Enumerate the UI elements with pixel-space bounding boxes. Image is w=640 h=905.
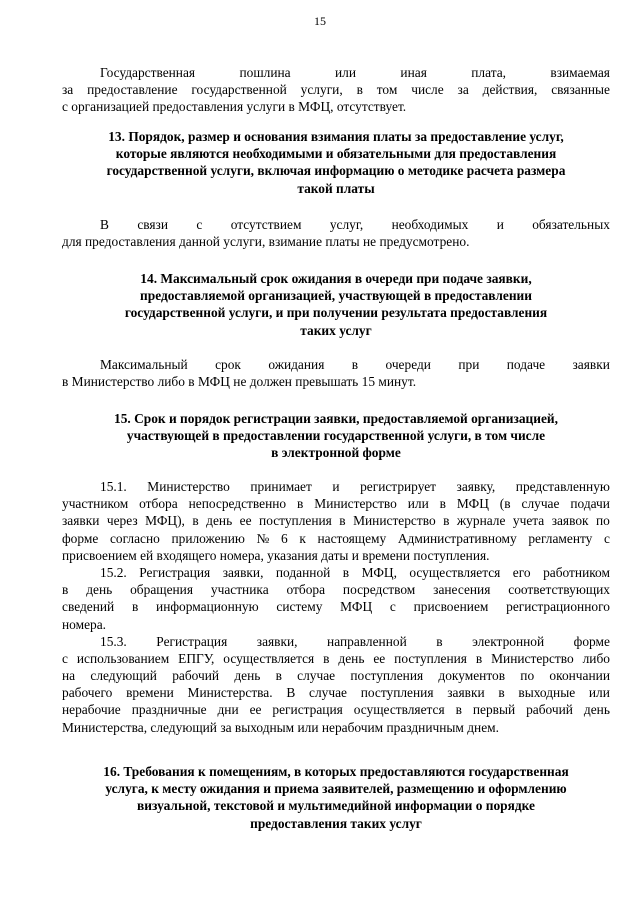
word: взимаемая bbox=[550, 65, 610, 80]
heading-line: которые являются необходимыми и обязательными для предоставления bbox=[115, 146, 557, 162]
word: присвоением bbox=[413, 599, 489, 615]
word: в bbox=[443, 513, 450, 529]
word: в bbox=[455, 702, 462, 718]
word: через bbox=[106, 513, 138, 529]
word: подачи bbox=[570, 496, 610, 512]
word: по bbox=[520, 668, 535, 684]
word: в bbox=[439, 496, 446, 512]
word: регистрирует bbox=[360, 479, 437, 494]
heading-line: 14. Максимальный срок ожидания в очереди при подаче заявки, bbox=[140, 271, 532, 286]
word: или bbox=[407, 496, 429, 512]
word: рабочего bbox=[62, 685, 113, 701]
word: иная bbox=[400, 65, 427, 80]
word: с bbox=[389, 599, 396, 615]
word: в bbox=[351, 357, 359, 372]
word: обращения bbox=[130, 582, 194, 598]
word: осуществляется bbox=[409, 564, 501, 580]
word: поступления bbox=[394, 650, 467, 666]
word: поданной bbox=[275, 564, 331, 580]
word: при bbox=[458, 357, 480, 372]
section-heading bbox=[62, 410, 610, 462]
word: в bbox=[356, 82, 363, 98]
word: заявку, bbox=[456, 479, 496, 494]
word: В bbox=[286, 685, 296, 701]
word: электронной bbox=[472, 633, 545, 649]
word: день bbox=[206, 513, 233, 529]
text-line bbox=[62, 512, 610, 529]
word: том bbox=[376, 82, 398, 98]
text-line bbox=[62, 495, 610, 512]
word: в bbox=[192, 513, 199, 529]
word: заявки bbox=[447, 685, 485, 701]
word: обязательных bbox=[532, 217, 610, 232]
word: принимает bbox=[250, 479, 312, 494]
text-line bbox=[62, 216, 610, 233]
word: или bbox=[335, 65, 357, 80]
paragraph bbox=[62, 478, 610, 736]
heading-line: 13. Порядок, размер и основания взимания платы за предоставление услуг, bbox=[108, 129, 564, 144]
word: или bbox=[588, 685, 610, 701]
text-line bbox=[62, 667, 610, 684]
text-line bbox=[62, 81, 610, 98]
word: в bbox=[275, 668, 282, 684]
word: день bbox=[234, 668, 261, 684]
word: отбора bbox=[139, 496, 178, 512]
word: день bbox=[86, 582, 113, 598]
word: ожидания bbox=[268, 357, 325, 372]
word: участника bbox=[210, 582, 269, 598]
word: в bbox=[297, 496, 304, 512]
word: ее bbox=[373, 650, 386, 666]
text-line bbox=[62, 530, 610, 547]
text-line: с организацией предоставления услуги в МФЦ, отсутствует. bbox=[62, 99, 407, 115]
word: плата, bbox=[471, 65, 507, 80]
word: поступления bbox=[259, 513, 332, 529]
word: рабочий bbox=[526, 702, 573, 718]
word: использованием bbox=[76, 650, 170, 666]
word: осуществляется bbox=[353, 702, 445, 718]
word: № bbox=[256, 530, 270, 546]
word: первый bbox=[472, 702, 516, 718]
word: его bbox=[512, 564, 531, 580]
word: Государственная bbox=[100, 65, 196, 80]
word: МФЦ, bbox=[361, 564, 397, 580]
word: сведений bbox=[62, 599, 115, 615]
word: 15.1. bbox=[100, 479, 127, 494]
heading-line: такой платы bbox=[297, 180, 375, 196]
word: участником bbox=[62, 496, 129, 512]
word: учета bbox=[512, 513, 545, 529]
word: Административному bbox=[397, 530, 517, 546]
word: отсутствием bbox=[230, 217, 302, 232]
text-line: Министерства, следующий за выходным или нерабочим праздничным днем. bbox=[62, 719, 499, 735]
word: государственной bbox=[191, 82, 287, 98]
word: праздничные bbox=[131, 702, 207, 718]
word: (в bbox=[499, 496, 511, 512]
word: за bbox=[62, 82, 74, 98]
word: к bbox=[299, 530, 306, 546]
word: В bbox=[100, 217, 109, 232]
word: в bbox=[342, 564, 350, 580]
text-line bbox=[62, 650, 610, 667]
word: непосредственно bbox=[188, 496, 287, 512]
word: в bbox=[339, 513, 346, 529]
word: выходные bbox=[518, 685, 576, 701]
word: информационную bbox=[156, 599, 259, 615]
word: МФЦ bbox=[340, 599, 373, 615]
word: Регистрация bbox=[139, 564, 211, 580]
word: в bbox=[498, 685, 505, 701]
word: приложению bbox=[171, 530, 245, 546]
word: случае bbox=[521, 496, 560, 512]
word: связанные bbox=[551, 82, 610, 98]
word: ЕПГУ, bbox=[178, 650, 215, 666]
section-heading bbox=[62, 128, 610, 197]
word: за bbox=[457, 82, 469, 98]
word: поступления bbox=[360, 685, 434, 701]
word: соответствующих bbox=[508, 582, 610, 598]
word: настоящему bbox=[317, 530, 387, 546]
text-line bbox=[62, 478, 610, 495]
heading-line: услуга, к месту ожидания и приема заявителей, размещению и оформлению bbox=[105, 781, 567, 797]
word: 15.3. bbox=[100, 633, 127, 649]
word: Министерство bbox=[353, 513, 436, 529]
word: услуги, bbox=[300, 82, 343, 98]
word: случае bbox=[297, 668, 336, 684]
word: посредством bbox=[342, 582, 416, 598]
word: подаче bbox=[506, 357, 546, 372]
word: заявок bbox=[551, 513, 589, 529]
word: заявки bbox=[62, 513, 100, 529]
word: занесения bbox=[433, 582, 491, 598]
word: и bbox=[332, 479, 340, 494]
word: пошлина bbox=[239, 65, 291, 80]
paragraph bbox=[62, 64, 610, 116]
word: окончании bbox=[549, 668, 610, 684]
word: ее bbox=[249, 702, 262, 718]
word: заявки, bbox=[222, 564, 264, 580]
word: заявки bbox=[572, 357, 610, 372]
word: Министерство bbox=[314, 496, 397, 512]
word: следующий bbox=[90, 668, 157, 684]
heading-line: предоставления таких услуг bbox=[250, 815, 422, 831]
word: дни bbox=[217, 702, 239, 718]
word: очереди bbox=[385, 357, 431, 372]
word: в bbox=[131, 599, 139, 615]
word: числе bbox=[411, 82, 444, 98]
word: действия, bbox=[482, 82, 538, 98]
word: Министерство bbox=[147, 479, 230, 494]
word: Регистрация bbox=[156, 633, 228, 649]
word: в bbox=[475, 650, 483, 666]
word: случае bbox=[309, 685, 347, 701]
heading-line: 16. Требования к помещениям, в которых предоставляются государственная bbox=[103, 764, 569, 779]
heading-line: государственной услуги, и при получении результата предоставления bbox=[124, 305, 548, 321]
word: 6 bbox=[280, 530, 288, 546]
word: форме bbox=[573, 633, 610, 649]
heading-line: таких услуг bbox=[300, 322, 372, 338]
heading-line: государственной услуги, включая информацию о методике расчета размера bbox=[106, 163, 566, 179]
word: Максимальный bbox=[100, 357, 188, 372]
section-heading bbox=[62, 270, 610, 339]
text-line bbox=[62, 64, 610, 81]
heading-line: участвующей в предоставлении государственной услуги, в том числе bbox=[126, 428, 546, 444]
text-line: в Министерство либо в МФЦ не должен превышать 15 минут. bbox=[62, 374, 417, 390]
word: времени bbox=[126, 685, 174, 701]
word: заявки, bbox=[256, 633, 298, 649]
text-line bbox=[62, 564, 610, 581]
word: в bbox=[62, 582, 69, 598]
text-line: для предоставления данной услуги, взимание платы не предусмотрено. bbox=[62, 234, 470, 250]
heading-line: в электронной форме bbox=[271, 445, 401, 461]
word: осуществляется bbox=[223, 650, 315, 666]
word: по bbox=[596, 513, 610, 529]
word: услуг, bbox=[329, 217, 364, 232]
word: с bbox=[196, 217, 203, 232]
text-line bbox=[62, 356, 610, 373]
word: регламенту bbox=[528, 530, 593, 546]
text-line bbox=[62, 701, 610, 718]
word: в bbox=[436, 633, 443, 649]
word: направленной bbox=[327, 633, 407, 649]
word: ее bbox=[239, 513, 252, 529]
word: нерабочие bbox=[62, 702, 121, 718]
word: отбора bbox=[286, 582, 326, 598]
text-line bbox=[62, 598, 610, 615]
heading-line: 15. Срок и порядок регистрации заявки, предоставляемой организацией, bbox=[114, 411, 558, 426]
word: журнале bbox=[456, 513, 506, 529]
section-heading bbox=[62, 763, 610, 832]
word: на bbox=[62, 668, 76, 684]
word: либо bbox=[582, 650, 610, 666]
word: срок bbox=[215, 357, 241, 372]
word: рабочий bbox=[172, 668, 220, 684]
word: поступления bbox=[350, 668, 424, 684]
word: регистрационного bbox=[506, 599, 610, 615]
word: МФЦ bbox=[456, 496, 489, 512]
text-line bbox=[62, 633, 610, 650]
word: в bbox=[323, 650, 330, 666]
word: документов bbox=[438, 668, 506, 684]
word: с bbox=[604, 530, 610, 546]
word: день bbox=[583, 702, 610, 718]
heading-line: визуальной, текстовой и мультимедийной информации о порядке bbox=[137, 798, 535, 814]
word: согласно bbox=[109, 530, 160, 546]
word: с bbox=[62, 650, 68, 666]
word: связи bbox=[137, 217, 169, 232]
word: предоставление bbox=[87, 82, 178, 98]
word: представленную bbox=[515, 479, 610, 494]
text-line bbox=[62, 684, 610, 701]
word: регистрация bbox=[272, 702, 343, 718]
text-line: номера. bbox=[62, 616, 107, 632]
word: Министерство bbox=[491, 650, 574, 666]
paragraph bbox=[62, 356, 610, 390]
word: необходимых bbox=[391, 217, 469, 232]
word: МФЦ), bbox=[145, 513, 185, 529]
word: 15.2. bbox=[100, 564, 127, 580]
word: и bbox=[496, 217, 504, 232]
word: Министерства. bbox=[187, 685, 273, 701]
word: день bbox=[338, 650, 365, 666]
word: работником bbox=[543, 564, 610, 580]
heading-line: предоставляемой организацией, участвующей в предоставлении bbox=[140, 288, 532, 304]
paragraph bbox=[62, 216, 610, 250]
text-line bbox=[62, 581, 610, 598]
word: форме bbox=[62, 530, 99, 546]
page-number: 15 bbox=[314, 14, 326, 28]
word: систему bbox=[276, 599, 323, 615]
text-line: присвоением ей входящего номера, указания даты и времени поступления. bbox=[62, 547, 490, 563]
